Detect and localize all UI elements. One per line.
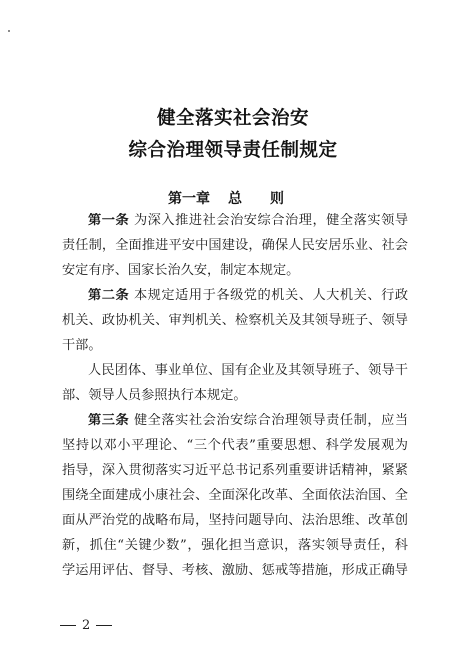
- chapter-label: 第一章: [168, 191, 210, 207]
- article-2-line-2: 机关、政协机关、审判机关、检察机关及其领导班子、领导: [62, 313, 408, 328]
- article-1-line-2: 责任制，全面推进平安中国建设，确保人民安居乐业、社会: [62, 238, 408, 253]
- page-number: [60, 618, 112, 633]
- article-3-line-1: [88, 413, 408, 429]
- page-number-value: 2: [82, 618, 91, 633]
- article-2-text-1: 本规定适用于各级党的机关、人大机关、行政: [133, 288, 408, 303]
- page-number-dash-left: [60, 625, 76, 626]
- chapter-word-1: 总: [228, 191, 242, 207]
- chapter-heading: [168, 188, 308, 208]
- article-1-label: 第一条: [88, 213, 130, 228]
- article-3-line-6: 新，抓住“关键少数”，强化担当意识，落实领导责任，科: [62, 538, 408, 553]
- article-1-line-1: [88, 213, 408, 229]
- chapter-word-2: 则: [270, 191, 284, 207]
- document-title-line-2: 综合治理领导责任制规定: [128, 140, 338, 161]
- article-1-line-3: 安定有序、国家长治久安，制定本规定。: [62, 263, 300, 278]
- article-3-line-3: 指导，深入贯彻落实习近平总书记系列重要讲话精神，紧紧: [62, 463, 408, 478]
- article-3-line-5: 面从严治党的战略布局，坚持问题导向、法治思维、改革创: [62, 513, 408, 528]
- article-1-text-1: 为深入推进社会治安综合治理，健全落实领导: [133, 213, 408, 228]
- paragraph-3-line-2: 部、领导人员参照执行本规定。: [62, 388, 247, 403]
- article-3-line-7: 学运用评估、督导、考核、激励、惩戒等措施，形成正确导: [62, 563, 408, 578]
- article-3-line-4: 围绕全面建成小康社会、全面深化改革、全面依法治国、全: [62, 488, 408, 503]
- article-3-label: 第三条: [88, 413, 130, 428]
- article-3-line-2: 坚持以邓小平理论、“三个代表”重要思想、科学发展观为: [62, 438, 408, 453]
- paragraph-3-line-1: 人民团体、事业单位、国有企业及其领导班子、领导干: [88, 363, 408, 378]
- article-2-line-3: 干部。: [62, 338, 102, 353]
- scan-speck: [8, 30, 10, 32]
- article-2-line-1: [88, 288, 408, 304]
- article-3-text-1: 健全落实社会治安综合治理领导责任制，应当: [133, 413, 408, 428]
- document-title-line-1: 健全落实社会治安: [156, 108, 309, 129]
- page-number-dash-right: [96, 625, 112, 626]
- article-2-label: 第二条: [88, 288, 130, 303]
